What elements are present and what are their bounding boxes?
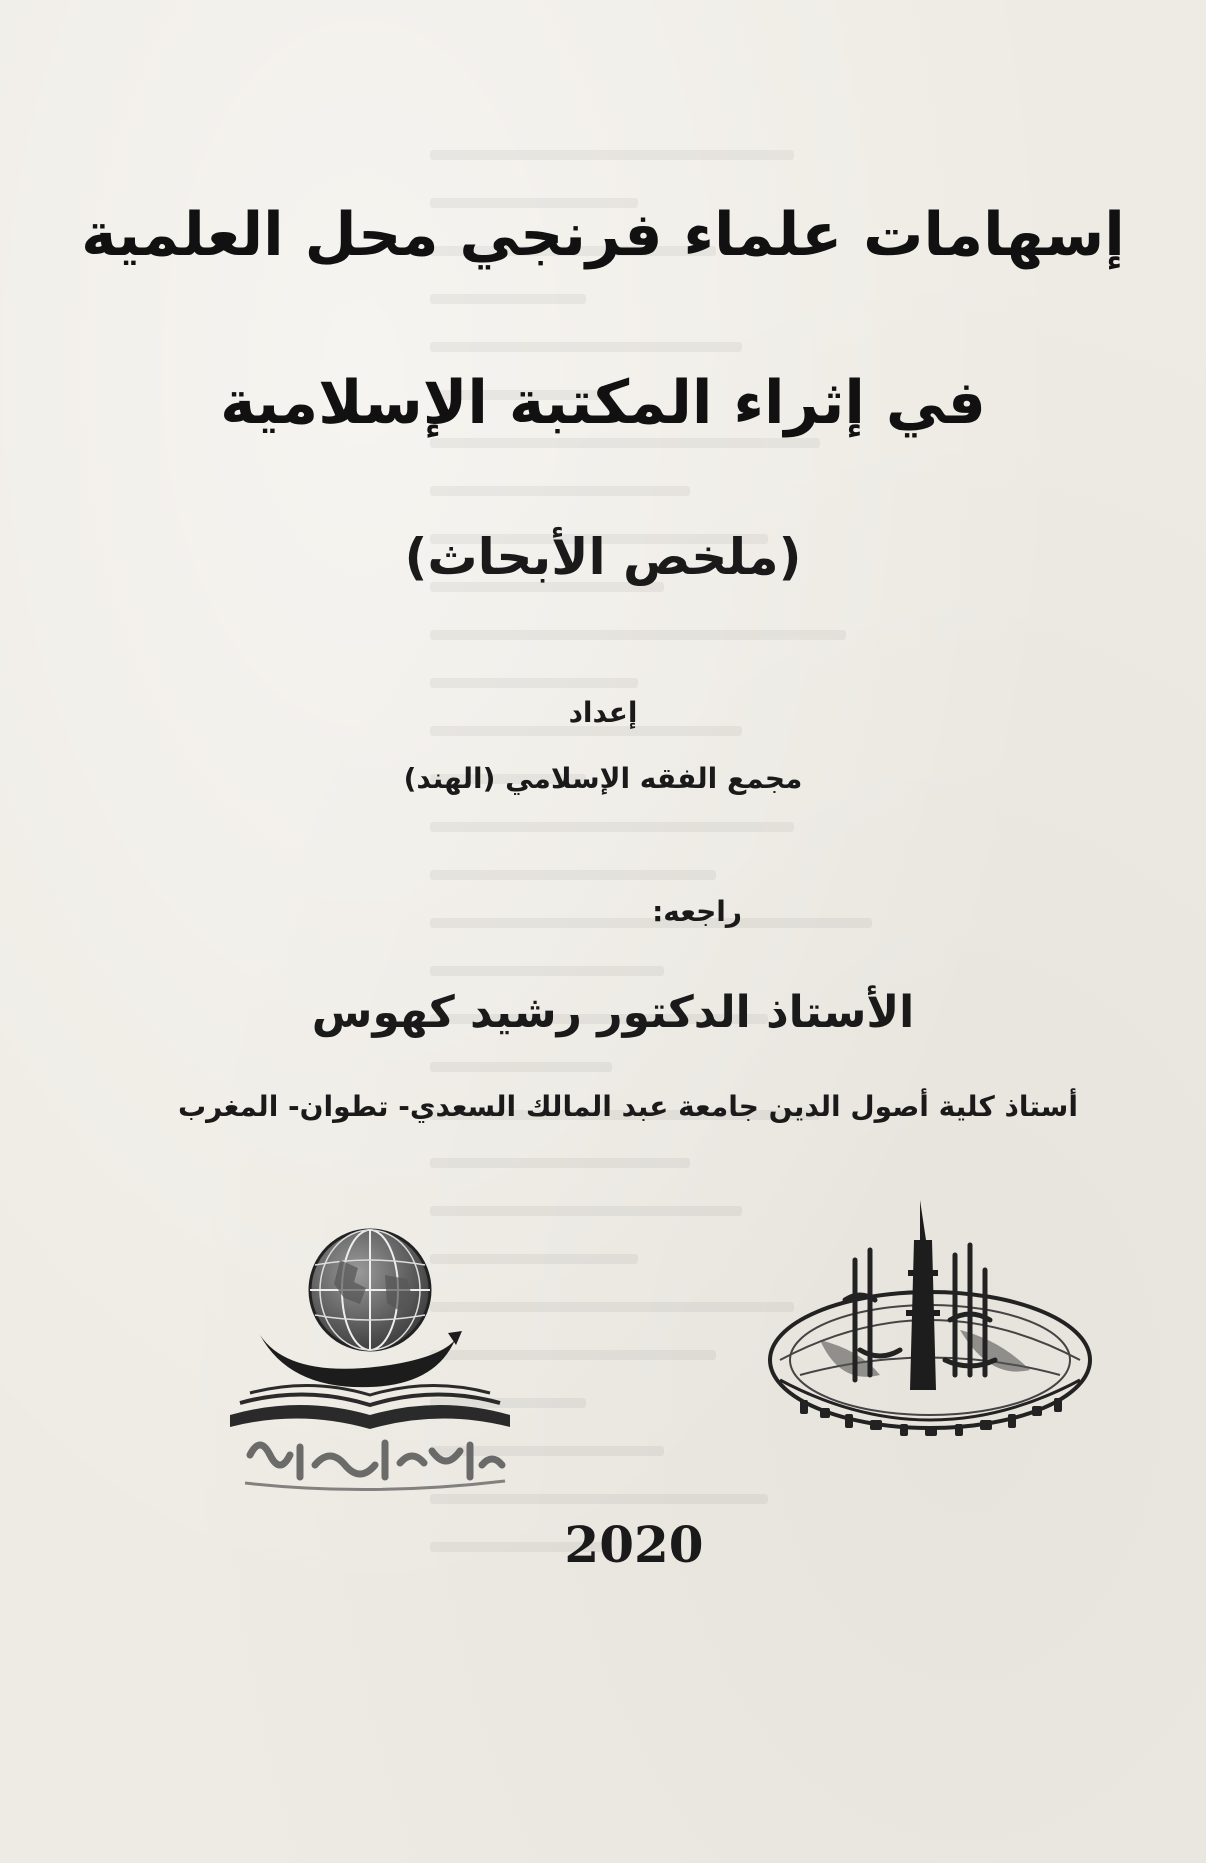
reviewer-affiliation: أستاذ كلية أصول الدين جامعة عبد المالك السعدي- تطوان- المغرب	[178, 1090, 1078, 1123]
reviewed-label: راجعه:	[652, 895, 742, 928]
book-subtitle: (ملخص الأبحاث)	[404, 528, 802, 586]
globe-on-open-book-icon	[220, 1215, 520, 1505]
reviewer-name: الأستاذ الدكتور رشيد كهوس	[311, 987, 915, 1038]
publication-year: 2020	[564, 1515, 704, 1574]
book-title-line-2: في إثراء المكتبة الإسلامية	[220, 368, 986, 438]
book-title-line-1: إسهامات علماء فرنجي محل العلمية	[81, 200, 1125, 270]
islamic-fiqh-academy-seal-icon	[760, 1200, 1100, 1450]
prepared-label: إعداد	[568, 696, 638, 729]
prepared-by: مجمع الفقه الإسلامي (الهند)	[403, 762, 803, 795]
